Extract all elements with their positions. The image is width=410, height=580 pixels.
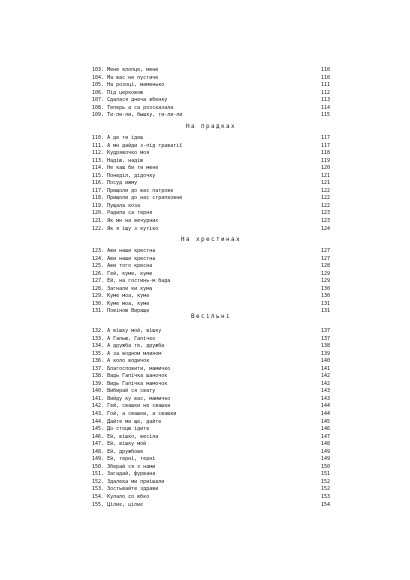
- entry-page-number: 124: [320, 225, 330, 232]
- entry-title: [92, 479, 164, 487]
- entry-title: [92, 486, 158, 494]
- entry-number: 107.: [92, 97, 105, 104]
- entry-title: [92, 464, 155, 472]
- entry-title: [92, 195, 182, 203]
- entry-title: [92, 366, 170, 374]
- toc-entry: [92, 494, 330, 502]
- toc-entry: [92, 256, 330, 264]
- entry-title: [92, 328, 161, 336]
- entry-text: На розоці, маменько: [107, 82, 165, 89]
- toc-entry: [92, 173, 330, 181]
- entry-title: [92, 336, 155, 344]
- toc-entry: [92, 203, 330, 211]
- entry-text: Ей, терні, терні: [107, 456, 156, 463]
- entry-title: [92, 411, 176, 419]
- entry-page-number: 119: [320, 157, 330, 164]
- entry-number: 108.: [92, 104, 105, 111]
- entry-title: [92, 256, 155, 264]
- entry-page-number: 117: [320, 135, 330, 141]
- entry-page-number: 129: [320, 270, 330, 277]
- entry-title: [92, 173, 155, 181]
- entry-number: 145.: [92, 426, 105, 433]
- entry-text: Куме моа, куме: [107, 293, 150, 300]
- entry-text: Ей, на гостинь-м бада: [107, 278, 171, 285]
- entry-number: 135.: [92, 350, 105, 357]
- entry-page-number: 121: [320, 180, 330, 187]
- entry-number: 125.: [92, 263, 105, 270]
- entry-title: [92, 301, 149, 309]
- entry-title: [92, 226, 158, 234]
- entry-text: Ти-ли-ли, бышку, ти-ли-ли: [107, 112, 183, 119]
- entry-number: 155.: [92, 501, 105, 508]
- entry-page-number: 146: [320, 426, 330, 433]
- toc-entry: [92, 411, 330, 419]
- entry-title: [92, 188, 173, 196]
- entry-number: 104.: [92, 74, 105, 81]
- entry-page-number: 121: [320, 172, 330, 179]
- entry-title: [92, 97, 167, 105]
- toc-entry: [92, 388, 330, 396]
- entry-number: 150.: [92, 463, 105, 470]
- entry-text: Куме моа, куме: [107, 300, 150, 307]
- toc-entry: [92, 434, 330, 442]
- entry-title: [92, 358, 149, 366]
- entry-page-number: 113: [320, 97, 330, 104]
- toc-entry: [92, 486, 330, 494]
- entry-text: Зберай ся з нами: [107, 463, 156, 470]
- entry-page-number: 149: [320, 448, 330, 455]
- entry-text: Сдалася днеча вбенку: [107, 97, 168, 104]
- entry-title: [92, 434, 158, 442]
- entry-page-number: 149: [320, 456, 330, 463]
- toc-entry: [92, 226, 330, 234]
- entry-page-number: 128: [320, 263, 330, 270]
- entry-number: 133.: [92, 335, 105, 342]
- entry-number: 127.: [92, 278, 105, 285]
- entry-number: 151.: [92, 471, 105, 478]
- entry-page-number: 141: [320, 365, 330, 372]
- entry-page-number: 139: [320, 350, 330, 357]
- toc-entry: [92, 135, 330, 143]
- entry-number: 105.: [92, 82, 105, 89]
- toc-entry: [92, 112, 330, 120]
- entry-text: Кудрявочко моя: [107, 150, 150, 157]
- entry-number: 128.: [92, 285, 105, 292]
- entry-page-number: 120: [320, 165, 330, 172]
- entry-number: 110.: [92, 135, 105, 141]
- entry-title: [92, 112, 182, 120]
- entry-number: 113.: [92, 157, 105, 164]
- entry-title: [92, 135, 143, 143]
- entry-text: А за водном млином: [107, 350, 162, 357]
- entry-text: А дружба те, дружба: [107, 343, 165, 350]
- entry-title: [92, 82, 164, 90]
- entry-text: Дайте ми ще, дайте: [107, 418, 162, 425]
- entry-page-number: 138: [320, 343, 330, 350]
- entry-number: 140.: [92, 388, 105, 395]
- entry-page-number: 144: [320, 411, 330, 418]
- section-entries: [92, 67, 330, 120]
- entry-text: Теперь а са розсказала: [107, 104, 174, 111]
- entry-page-number: 148: [320, 441, 330, 448]
- entry-number: 154.: [92, 494, 105, 501]
- toc-entry: [92, 449, 330, 457]
- entry-number: 137.: [92, 365, 105, 372]
- toc-entry: [92, 165, 330, 173]
- entry-number: 139.: [92, 380, 105, 387]
- entry-title: [92, 180, 137, 188]
- toc-entry: [92, 351, 330, 359]
- entry-number: 120.: [92, 210, 105, 217]
- toc-entry: [92, 373, 330, 381]
- toc-entry: [92, 150, 330, 158]
- entry-title: [92, 150, 149, 158]
- entry-page-number: 127: [320, 248, 330, 254]
- entry-text: Кулало со вбко: [107, 494, 150, 501]
- entry-text: Як мн на вечурних: [107, 218, 159, 225]
- entry-page-number: 123: [320, 210, 330, 217]
- entry-page-number: 140: [320, 358, 330, 365]
- entry-number: 111.: [92, 142, 105, 149]
- entry-number: 141.: [92, 395, 105, 402]
- toc-entry: [92, 75, 330, 83]
- toc-entry: [92, 293, 330, 301]
- toc-entry: [92, 195, 330, 203]
- entry-page-number: 131: [320, 300, 330, 307]
- toc-entry: [92, 218, 330, 226]
- entry-number: 148.: [92, 448, 105, 455]
- entry-page-number: 130: [320, 285, 330, 292]
- entry-number: 103.: [92, 67, 105, 73]
- toc-entry: [92, 82, 330, 90]
- entry-number: 152.: [92, 478, 105, 485]
- entry-text: А де ти ідеш: [107, 135, 144, 141]
- entry-number: 129.: [92, 293, 105, 300]
- entry-page-number: 147: [320, 433, 330, 440]
- entry-text: Благословити, мамичко: [107, 365, 171, 372]
- entry-number: 112.: [92, 150, 105, 157]
- entry-text: Надію, надію: [107, 157, 144, 164]
- entry-text: А коло водичок: [107, 358, 150, 365]
- entry-page-number: 123: [320, 218, 330, 225]
- entry-title: [92, 263, 152, 271]
- entry-title: [92, 502, 143, 510]
- toc-entry: [92, 328, 330, 336]
- entry-number: 106.: [92, 89, 105, 96]
- entry-number: 126.: [92, 270, 105, 277]
- entry-text: Повіною Вираще: [107, 308, 150, 315]
- entry-page-number: 112: [320, 89, 330, 96]
- entry-number: 143.: [92, 411, 105, 418]
- entry-page-number: 142: [320, 380, 330, 387]
- entry-page-number: 122: [320, 202, 330, 209]
- section-entries: [92, 328, 330, 509]
- entry-text: Вибирай ся свату: [107, 388, 156, 395]
- entry-number: 109.: [92, 112, 105, 119]
- entry-text: Ей, дружбове: [107, 448, 144, 455]
- entry-title: [92, 286, 152, 294]
- entry-title: [92, 388, 155, 396]
- toc-entry: [92, 479, 330, 487]
- entry-text: Пущала коза: [107, 202, 141, 209]
- entry-text: Загадай, фурвана: [107, 471, 156, 478]
- entry-title: [92, 218, 158, 226]
- toc-entry: [92, 426, 330, 434]
- entry-number: 114.: [92, 165, 105, 172]
- toc-entry: [92, 278, 330, 286]
- entry-number: 115.: [92, 172, 105, 179]
- toc-entry: [92, 67, 330, 75]
- entry-page-number: 114: [320, 104, 330, 111]
- entry-number: 138.: [92, 373, 105, 380]
- entry-page-number: 137: [320, 328, 330, 334]
- entry-page-number: 131: [320, 308, 330, 315]
- entry-number: 124.: [92, 255, 105, 262]
- toc-entry: [92, 464, 330, 472]
- entry-page-number: 122: [320, 195, 330, 202]
- entry-text: Під церковою: [107, 89, 144, 96]
- toc-entry: [92, 301, 330, 309]
- entry-page-number: 154: [320, 501, 330, 508]
- entry-page-number: 150: [320, 463, 330, 470]
- entry-text: Як я іщу з кутіко: [107, 225, 159, 232]
- entry-title: [92, 396, 170, 404]
- entry-number: 116.: [92, 180, 105, 187]
- toc-entry: [92, 502, 330, 510]
- entry-page-number: 110: [320, 67, 330, 73]
- entry-title: [92, 248, 155, 256]
- entry-number: 119.: [92, 202, 105, 209]
- entry-page-number: 115: [320, 112, 330, 119]
- entry-page-number: 117: [320, 142, 330, 149]
- entry-title: [92, 426, 149, 434]
- entry-text: Загнали ки кума: [107, 285, 153, 292]
- toc-entry: [92, 343, 330, 351]
- entry-number: 144.: [92, 418, 105, 425]
- entry-number: 132.: [92, 328, 105, 334]
- entry-title: [92, 494, 149, 502]
- entry-title: [92, 403, 170, 411]
- entry-text: Гой, а свашки, а свашки: [107, 411, 177, 418]
- entry-text: Вадь Гапічка шаночок: [107, 373, 168, 380]
- entry-title: [92, 441, 146, 449]
- entry-text: Прищоли до вас патрове: [107, 187, 174, 194]
- entry-number: 153.: [92, 486, 105, 493]
- entry-text: Гей, куме, куме: [107, 270, 153, 277]
- entry-page-number: 152: [320, 486, 330, 493]
- entry-title: [92, 67, 158, 75]
- entry-number: 118.: [92, 195, 105, 202]
- section-entries: [92, 135, 330, 233]
- entry-page-number: 137: [320, 335, 330, 342]
- entry-text: Вийду ку вас, мамичко: [107, 395, 171, 402]
- entry-page-number: 152: [320, 478, 330, 485]
- entry-text: А Гапью, Гапічко: [107, 335, 156, 342]
- entry-text: А вішку мой, вішку: [107, 328, 162, 334]
- entry-title: [92, 449, 143, 457]
- toc-entry: [92, 188, 330, 196]
- entry-title: [92, 419, 161, 427]
- entry-text: Ави наши крестна: [107, 255, 156, 262]
- entry-page-number: 122: [320, 187, 330, 194]
- entry-page-number: 142: [320, 373, 330, 380]
- entry-text: Зостьвайте здрави: [107, 486, 159, 493]
- entry-number: 117.: [92, 187, 105, 194]
- entry-number: 136.: [92, 358, 105, 365]
- entry-text: Прищоли до нас страпковне: [107, 195, 183, 202]
- toc-entry: [92, 210, 330, 218]
- toc-entry: [92, 358, 330, 366]
- entry-text: Гей, свашки не свашки: [107, 403, 171, 410]
- entry-text: Ей, вішко, весіла: [107, 433, 159, 440]
- entry-title: [92, 456, 155, 464]
- entry-title: [92, 351, 161, 359]
- entry-text: Мене клопце, мене: [107, 67, 159, 73]
- section-title: На прадках: [185, 123, 237, 130]
- toc-entry: [92, 366, 330, 374]
- entry-page-number: 145: [320, 418, 330, 425]
- toc-entry: [92, 248, 330, 256]
- entry-page-number: 118: [320, 150, 330, 157]
- entry-title: [92, 143, 182, 151]
- section-title: На хрестинах: [180, 236, 242, 243]
- entry-text: Здалека ми приішали: [107, 478, 165, 485]
- toc-entry: [92, 263, 330, 271]
- entry-text: Ави того кресна: [107, 263, 153, 270]
- entry-text: Цілиє, цілиє: [107, 501, 144, 508]
- entry-title: [92, 203, 140, 211]
- toc-entry: [92, 396, 330, 404]
- entry-text: Ави наши крестна: [107, 248, 156, 254]
- entry-number: 123.: [92, 248, 105, 254]
- entry-title: [92, 165, 158, 173]
- toc-entry: [92, 143, 330, 151]
- entry-page-number: 144: [320, 403, 330, 410]
- entry-number: 134.: [92, 343, 105, 350]
- entry-text: Не каш би ти мене: [107, 165, 159, 172]
- entry-page-number: 143: [320, 388, 330, 395]
- entry-text: Радила са терня: [107, 210, 153, 217]
- entry-number: 122.: [92, 225, 105, 232]
- entry-text: Ей, вішку мой: [107, 441, 147, 448]
- entry-page-number: 127: [320, 255, 330, 262]
- entry-title: [92, 293, 149, 301]
- entry-title: [92, 343, 164, 351]
- entry-page-number: 130: [320, 293, 330, 300]
- entry-page-number: 111: [320, 82, 330, 89]
- entry-number: 146.: [92, 433, 105, 440]
- toc-entry: [92, 97, 330, 105]
- entry-title: [92, 75, 158, 83]
- entry-number: 142.: [92, 403, 105, 410]
- entry-page-number: 153: [320, 494, 330, 501]
- entry-number: 149.: [92, 456, 105, 463]
- toc-entry: [92, 471, 330, 479]
- entry-text: Видь Гапічка мамочок: [107, 380, 168, 387]
- entry-page-number: 143: [320, 395, 330, 402]
- entry-text: А мн дайди з-під граватії: [107, 142, 183, 149]
- entry-text: Посуд ижму: [107, 180, 138, 187]
- toc-entry: [92, 441, 330, 449]
- entry-number: 130.: [92, 300, 105, 307]
- toc-entry: [92, 456, 330, 464]
- section-title: Весільні: [190, 313, 232, 320]
- toc-entry: [92, 180, 330, 188]
- entry-text: Ма вас не пустиче: [107, 74, 159, 81]
- entry-number: 121.: [92, 218, 105, 225]
- entry-text: Понеділ, дідочку: [107, 172, 156, 179]
- entry-title: [92, 373, 167, 381]
- toc-entry: [92, 403, 330, 411]
- entry-number: 147.: [92, 441, 105, 448]
- entry-title: [92, 278, 170, 286]
- entry-page-number: 151: [320, 471, 330, 478]
- entry-title: [92, 210, 152, 218]
- entry-page-number: 110: [320, 74, 330, 81]
- toc-entry: [92, 419, 330, 427]
- entry-text: До стоцю ідите: [107, 426, 150, 433]
- entry-number: 131.: [92, 308, 105, 315]
- section-entries: [92, 248, 330, 316]
- toc-entry: [92, 336, 330, 344]
- entry-page-number: 129: [320, 278, 330, 285]
- toc-entry: [92, 286, 330, 294]
- entry-title: [92, 471, 155, 479]
